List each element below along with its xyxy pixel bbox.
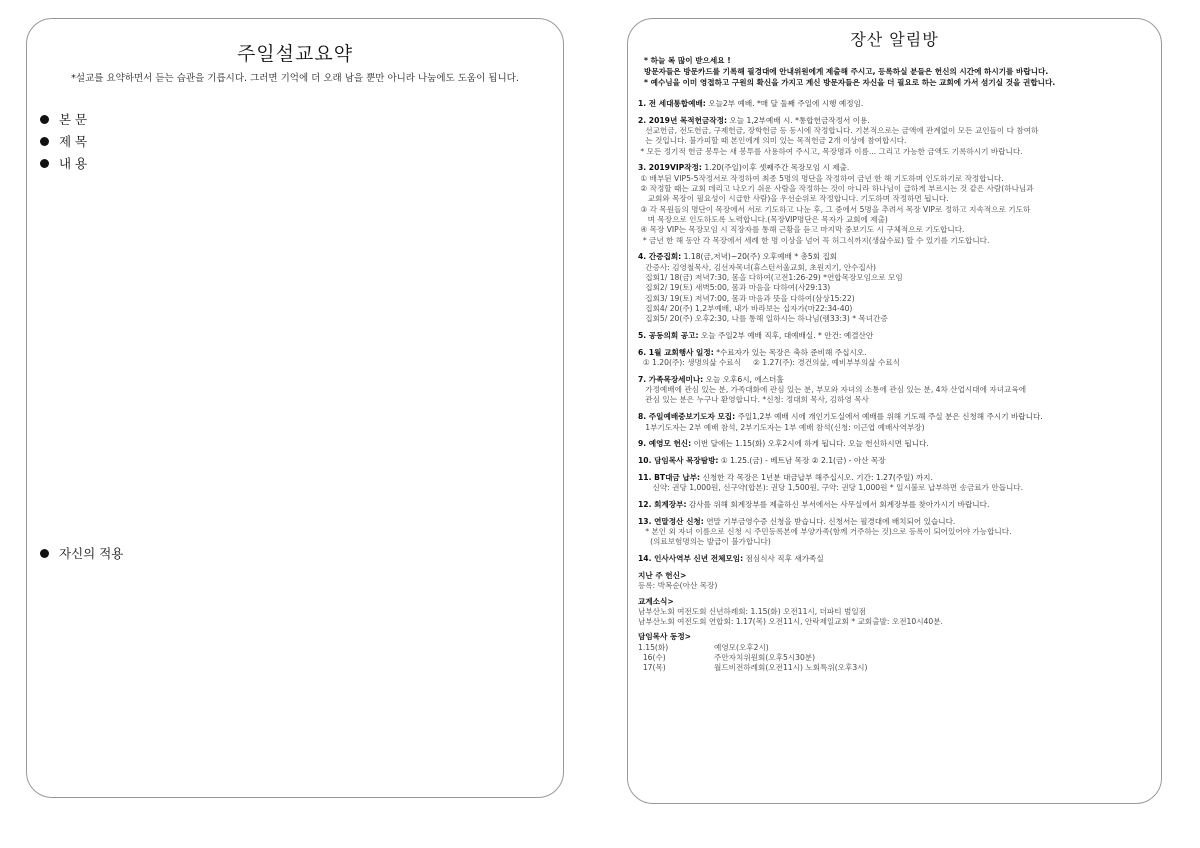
announcement-text: 1.20(주일)이후 셋째주간 목장모임 시 제출.: [701, 163, 850, 173]
announcement-text: 오늘 주일2부 예배 직후, 대예배실. * 안건: 예결산안: [698, 330, 874, 340]
announcement-item: [638, 517, 1158, 548]
bullet-content: 내 용: [40, 154, 87, 172]
bullet-dot-icon: [40, 549, 49, 558]
announcement-item: [638, 348, 1158, 369]
announcements-title: 장산 알림방: [850, 30, 939, 49]
announcement-item: [638, 163, 1158, 245]
pastor-schedule-section: 담임목사 동정> 1.15(화) 예영모(오후2시) 16(수) 주안자치위원회(오후5시30분) 17(목) 월드비전하례회(오전11시) 노회특위(오후3시): [638, 632, 1158, 673]
announcement-detail: ④ 목장 VIP는 목장모임 시 직장자를 통해 근황을 듣고 마지막 중보기도 시 구체적으로 기도합니다.: [638, 225, 965, 235]
announcement-heading: 13. 연말정산 신청:: [638, 516, 704, 526]
announcement-item: [638, 456, 1158, 466]
welcome-notice: * 하늘 복 많이 받으세요 ! 방문자들은 방문카드를 기록해 필경대에 안내위원에게 제출해 주시고, 등록하실 분들은 헌신의 시간에 하시기를 바랍니다. * 예수님을 이미 영접하고 구원의 확신을 가지고 계신 방문자들은 자신을 더 필요로 하는 교회에 가서 섬기실 것을 권합니다.: [644, 56, 1056, 87]
bullet-title: 제 목: [40, 132, 87, 150]
announcement-detail: * 모든 정기적 헌금 봉투는 새 봉투를 사용하여 주시고, 목장명과 이름... 그리고 가능한 금액도 기록하시기 바랍니다.: [638, 146, 1023, 156]
bullet-dot-icon: [40, 159, 49, 168]
announcement-detail: 가정예배에 관심 있는 분, 가족대화에 관심 있는 분, 부모와 자녀의 소통에 관심 있는 분, 4차 산업시대에 자녀교육에: [638, 385, 1027, 395]
announcements-panel: [627, 18, 1162, 804]
announcement-text: 이번 달에는 1.15(화) 오후2시에 하게 됩니다. 오늘 헌신하시면 됩니다.: [691, 439, 929, 449]
announcement-heading: 10. 담임목사 목장탐방:: [638, 456, 719, 466]
fellowship-news-section: 교계소식> 남부산노회 여전도회 신년하례회: 1.15(화) 오전11시, 더파티 범일점 남부산노회 여전도회 연합회: 1.17(목) 오전11시, 안락제일교회 * 교회출발: 오전10시40분.: [638, 596, 943, 627]
announcement-text: 점심식사 직후 새가족실: [743, 554, 824, 564]
announcement-detail: 집회3/ 19(토) 저녁7:00, 몸과 마음과 뜻을 다하여(삼상15:22): [638, 293, 855, 303]
bullet-scripture: 본 문: [40, 110, 87, 128]
announcement-heading: 1. 전 세대통합예배:: [638, 99, 706, 108]
announcement-item: [638, 116, 1158, 157]
announcement-detail: 집회5/ 20(주) 오후2:30, 나를 통해 일하시는 하나님(렘33:3) * 목녀간증: [638, 314, 888, 324]
sermon-summary-title: 주일설교요약: [236, 43, 354, 65]
announcement-item: [638, 252, 1158, 324]
announcement-detail: * 금년 한 해 동안 각 목장에서 세례 한 명 이상을 넘어 꼭 허그식까지(생삶수료) 할 수 있기를 기도합니다.: [638, 235, 990, 245]
announcement-text: 1.18(금,저녁)~20(주) 오후예배 * 총5회 집회: [681, 252, 838, 262]
announcement-item: [638, 554, 1158, 564]
announcement-detail: 관심 있는 분은 누구나 환영합니다. *신청: 정대희 목사, 김하영 목사: [638, 395, 869, 405]
announcement-heading: 7. 가족목장세미나:: [638, 374, 704, 384]
announcement-text: 신청한 각 목장은 1년분 대금납부 해주십시오. 기간: 1.27(주일) 까지.: [700, 472, 933, 482]
announcement-detail: 교회와 목장이 필요성이 시급한 사람)을 우선순위로 작정합니다. 기도하며 작정하면 됩니다.: [638, 194, 949, 204]
announcement-item: [638, 375, 1158, 406]
announcement-text: 감사를 위해 회계장부를 제출하신 부서에서는 사무실에서 회계장부를 찾아가시기 바랍니다.: [686, 500, 990, 509]
schedule-row: 1.15(화) 예영모(오후2시): [638, 642, 769, 652]
announcement-text: 오늘 1,2부예배 시. *통합헌금작정서 이용.: [726, 115, 870, 125]
announcement-text: 연말 기부금영수증 신청을 받습니다. 신청서는 필경대에 배치되어 있습니다.: [703, 516, 956, 526]
announcement-heading: 8. 주일예배중보기도자 모집:: [638, 412, 736, 422]
announcement-detail: 집회1/ 18(금) 저녁7:30, 몸을 다하여(고전1:26-29) *연합목장모임으로 모임: [638, 272, 903, 282]
announcement-heading: 9. 예영모 헌신:: [638, 439, 692, 449]
schedule-row: 17(목) 월드비전하례회(오전11시) 노회특위(오후3시): [638, 663, 868, 673]
announcement-list: [638, 99, 1158, 679]
announcement-detail: ① 1.20(주): 생명의삶 수료식 ② 1.27(주): 경건의삶, 예비부부의삶 수료식: [638, 358, 900, 368]
announcement-heading: 2. 2019년 목적헌금작정:: [638, 115, 727, 125]
announcement-item: [638, 473, 1158, 494]
announcement-item: [638, 500, 1158, 510]
bullet-application: 자신의 적용: [40, 544, 123, 562]
announcement-heading: 14. 인사사역부 신년 전체모임:: [638, 554, 744, 564]
announcement-detail: (의료보험명의는 발급이 불가합니다): [638, 537, 771, 547]
bullet-dot-icon: [40, 115, 49, 124]
announcement-detail: ① 배부된 VIP5-5작정서로 작정하여 최종 5명의 명단을 작정하여 금년 한 해 기도하며 인도하기로 작정합니다.: [638, 173, 1004, 183]
announcement-heading: 11. BT대금 납부:: [638, 472, 701, 482]
announcement-item: [638, 439, 1158, 449]
announcement-heading: 3. 2019VIP작정:: [638, 163, 702, 173]
announcement-detail: 며 목장으로 인도하도록 노력합니다.(목장VIP명단은 목자가 교회에 제출): [638, 214, 888, 224]
announcement-detail: 신약: 권당 1,000원, 신구약(합본): 권당 1,500원, 구약: 권당 1,000원 * 일시불로 납부하면 송금료가 안듭니다.: [638, 483, 1024, 493]
announcement-heading: 12. 회계장부:: [638, 500, 687, 509]
announcement-item: [638, 99, 1158, 109]
announcement-detail: 집회4/ 20(주) 1,2부예배, 내가 바라보는 십자가(마22:34-40): [638, 303, 853, 313]
announcement-heading: 6. 1월 교회행사 일정:: [638, 347, 714, 357]
announcement-text: *수료자가 있는 목장은 축하 준비해 주십시오.: [713, 347, 867, 357]
announcement-heading: 5. 공동의회 공고:: [638, 330, 699, 340]
announcement-text: 주일1,2부 예배 시에 개인기도실에서 예배를 위해 기도해 주실 분은 신청해 주시기 바랍니다.: [735, 412, 1043, 422]
last-week-section: 지난 주 헌신> 등록: 박복순(아산 목장): [638, 570, 718, 591]
bullet-dot-icon: [40, 137, 49, 146]
announcement-detail: 집회2/ 19(토) 새벽5:00, 몸과 마음을 다하여(사29:13): [638, 283, 831, 293]
announcement-detail: ② 작정할 때는 교회 데리고 나오기 쉬운 사람을 작정하는 것이 아니라 하나님이 급하게 부르시는 것 같은 사람(하나님과: [638, 184, 1034, 194]
schedule-row: 16(수) 주안자치위원회(오후5시30분): [638, 653, 816, 663]
announcement-text: 오늘2부 예배. *매 달 둘째 주일에 시행 예정임.: [705, 99, 864, 108]
announcement-detail: 간증사: 김영철목사, 김선자목녀(휴스턴서울교회, 초원지기, 안수집사): [638, 262, 877, 272]
announcement-text: 오늘 오후6시, 에스더홀: [703, 374, 784, 384]
sermon-summary-panel: [26, 18, 564, 798]
announcement-heading: 4. 간증집회:: [638, 252, 682, 262]
announcement-item: [638, 412, 1158, 433]
announcement-item: [638, 331, 1158, 341]
announcement-detail: ③ 각 목원들의 명단이 목장에서 서로 기도하고 나눈 후, 그 중에서 5명을 추려서 목장 VIP로 정하고 지속적으로 기도하: [638, 204, 1031, 214]
announcement-detail: * 본인 외 자녀 이름으로 신청 시 주민등록본에 부양가족(함께 거주하는 것)으로 등록이 되어있어야 가능합니다.: [638, 527, 1012, 537]
sermon-summary-subtitle: *설교를 요약하면서 듣는 습관을 기릅시다. 그러면 기억에 더 오래 남을 뿐만 아니라 나눔에도 도움이 됩니다.: [71, 73, 519, 84]
announcement-text: ① 1.25.(금) - 베트남 목장 ② 2.1(금) - 아산 목장: [718, 456, 886, 466]
announcement-detail: 는 것입니다. 불가피할 때 본인에게 의미 있는 목적헌금 2개 이상에 참여합시다.: [638, 136, 907, 146]
announcement-detail: 1부기도자는 2부 예배 참석, 2부기도자는 1부 예배 참석(신청: 이근엽 예배사역부장): [638, 422, 925, 432]
announcement-detail: 선교헌금, 전도헌금, 구제헌금, 장학헌금 등 동시에 작정합니다. 기본적으로는 금액에 관계없이 모든 교인들이 다 참여하: [638, 126, 1039, 136]
